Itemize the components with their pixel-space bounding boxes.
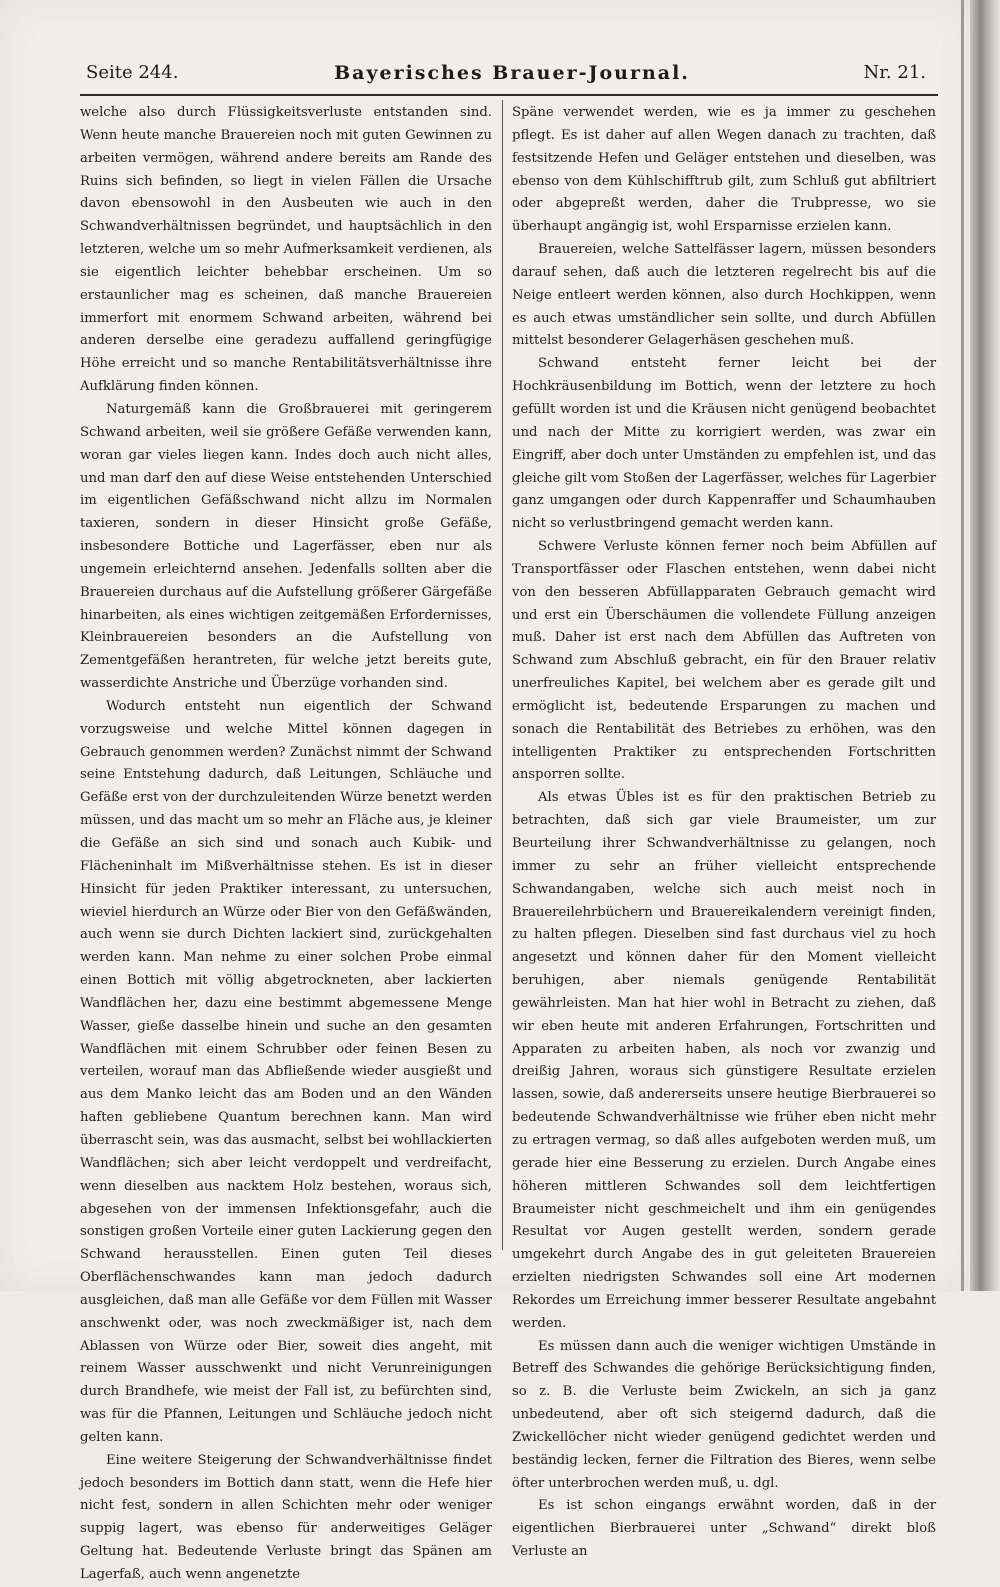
paragraph: welche also durch Flüssigkeitsverluste entstanden sind. Wenn heute manche Brauereien noch mit guten Gewinnen zu arbeiten vermögen, während andere bereits am Rande des Ruins sich befinden, so liegt in vielen Fällen die Ursache davon ebensowohl in den Ausbeuten wie auch in den Schwandverhältnissen begründet, und hauptsächlich in den letzteren, welche um so mehr Aufmerksamkeit verdienen, als sie eigentlich leichter behebbar erscheinen. Um so erstaunlicher mag es scheinen, daß manche Brauereien immerfort mit enormem Schwand arbeiten, während bei anderen derselbe eine geradezu auffallend geringfügige Höhe erreicht und so manche Rentabilitätsverhältnisse ihre Aufklärung finden können. [80,105,492,395]
page-binding-edge [970,0,1000,1291]
paragraph: Brauereien, welche Sattelfässer lagern, müssen besonders darauf sehen, daß auch die letzteren regelrecht bis auf die Neige entleert werden können, also durch Hochkippen, wenn es auch etwas umständlicher sein sollte, und durch Abfüllen mittelst besonderer Gelagerhäsen geschehen muß. [512,242,936,349]
page-header [86,62,938,92]
paragraph: Späne verwendet werden, wie es ja immer zu geschehen pflegt. Es ist daher auf allen Wegen danach zu trachten, daß festsitzende Hefen und Geläger entstehen und dieselben, was ebenso von dem Kühlschifftrub gilt, zum Schluß gut abfiltriert oder abgepreßt werden, daher die Trubpresse, wo sie überhaupt angängig ist, wohl Ersparnisse erzielen kann. [512,105,936,235]
header-rule [80,94,938,96]
paragraph: Als etwas Übles ist es für den praktischen Betrieb zu betrachten, daß sich gar viele Braumeister, um zur Beurteilung ihrer Schwandverhältnisse zu gelangen, noch immer zu sehr an früher vielleicht entsprechende Schwandangaben, welche sich auch meist noch in Brauereilehrbüchern und Brauereikalendern vereinigt finden, zu halten pflegen. Dieselben sind fast durchaus viel zu hoch angesetzt und können daher für den Moment vielleicht beruhigen, aber niemals genügende Rentabilität gewährleisten. Man hat hier wohl in Betracht zu ziehen, daß wir eben heute mit anderen Erfahrungen, Fortschritten und Apparaten zu arbeiten haben, als noch vor zwanzig und dreißig Jahren, woraus sich günstigere Resultate erzielen lassen, sowie, daß andererseits unsere heutige Bierbrauerei so bedeutende Schwandverhältnisse wie früher eben nicht mehr zu ertragen vermag, so daß alles aufgeboten werden muß, um gerade hier eine Besserung zu erzielen. Durch Angabe eines höheren mittleren Schwandes soll dem leichtfertigen Braumeister nicht geschmeichelt und ihm ein genügendes Resultat vor Augen gestellt werden, sondern gerade umgekehrt durch Angabe des in gut geleiteten Brauereien erzielten niedrigsten Schwandes soll eine Art modernen Rekordes um Erreichung immer besserer Resultate angebahnt werden. [512,790,936,1331]
journal-title: Bayerisches Brauer-Journal. [334,62,690,84]
paragraph: Wodurch entsteht nun eigentlich der Schwand vorzugsweise und welche Mittel können dagegen in Gebrauch genommen werden? Zunächst nimmt der Schwand seine Entstehung dadurch, daß Leitungen, Schläuche und Gefäße erst von der durchzuleitenden Würze benetzt werden müssen, und das macht um so mehr an Fläche aus, je kleiner die Gefäße an sich sind und sonach auch Kubik- und Flächeninhalt im Mißverhältnisse stehen. Es ist in dieser Hinsicht für jeden Praktiker interessant, zu untersuchen, wieviel hierdurch an Würze oder Bier von den Gefäßwänden, auch wenn sie durch Dichten lackiert sind, zurückgehalten werden kann. Man nehme zu einer solchen Probe einmal einen Bottich mit völlig abgetrockneten, aber lackierten Wandflächen her, dazu eine bestimmt abgemessene Menge Wasser, gieße dasselbe hinein und suche an den gesamten Wandflächen mit einem Schrubber oder feinen Besen zu verteilen, worauf man das Abfließende wieder ausgießt und aus dem Manko leicht das am Boden und an den Wänden haften gebliebene Quantum berechnen kann. Man wird überrascht sein, was das ausmacht, selbst bei wohllackierten Wandflächen; sich aber leicht verdoppelt und verdreifacht, wenn dieselben aus nacktem Holz bestehen, woraus sich, abgesehen von der immensen Infektionsgefahr, auch die sonstigen großen Vorteile einer guten Lackierung gegen den Schwand herausstellen. Einen guten Teil dieses Oberflächenschwandes kann man jedoch dadurch ausgleichen, daß man alle Gefäße vor dem Füllen mit Wasser anschwenkt oder, was noch zweckmäßiger ist, nach dem Ablassen von Würze oder Bier, soweit dies angeht, mit reinem Wasser ausschwenkt und nicht Verunreinigungen durch Brandhefe, wie meist der Fall ist, zu befürchten sind, was für die Pfannen, Leitungen und Schläuche jedoch nicht gelten kann. [80,698,492,1445]
left-column [80,102,492,1582]
column-divider [502,100,503,1250]
page-binding-line [961,0,964,1291]
paragraph: Naturgemäß kann die Großbrauerei mit geringerem Schwand arbeiten, weil sie größere Gefäße verwenden kann, woran gar vieles liegen kann. Indes doch auch nicht alles, und man darf den auf diese Weise entstehenden Unterschied im eigentlichen Gefäßschwand nicht allzu im Normalen taxieren, sondern in dieser Hinsicht große Gefäße, insbesondere Bottiche und Lagerfässer, eben nur als ungemein erleichternd ansehen. Jedenfalls sollten aber die Brauereien durchaus auf die Aufstellung größerer Gärgefäße hinarbeiten, als eines wichtigen zeitgemäßen Erfordernisses, Kleinbrauereien besonders an die Aufstellung von Zementgefäßen herantreten, für welche jetzt bereits gute, wasserdichte Anstriche und Überzüge vorhanden sind. [80,401,492,692]
page-number: Seite 244. [86,62,179,83]
issue-number: Nr. 21. [863,62,926,83]
paragraph: Schwand entsteht ferner leicht bei der Hochkräusenbildung im Bottich, wenn der letztere zu hoch gefüllt worden ist und die Kräusen nicht genügend beobachtet und nach der Mitte zu korrigiert werden, was zwar ein Eingriff, aber doch unter Umständen zu empfehlen ist, und das gleiche gilt vom Stoßen der Lagerfässer, welches für Lagerbier ganz umgangen oder durch Kappenraffer und Schaumhauben nicht so verlustbringend gemacht werden kann. [512,356,936,532]
paragraph: Es müssen dann auch die weniger wichtigen Umstände in Betreff des Schwandes die gehörige Berücksichtigung finden, so z. B. die Verluste beim Zwickeln, an sich ja ganz unbedeutend, aber oft sich steigernd dadurch, daß die Zwickellöcher nicht wieder genügend gedichtet werden und beständig lecken, ferner die Filtration des Bieres, wenn selbe öfter unterbrochen werden muß, u. dgl. [512,1338,936,1491]
paragraph: Schwere Verluste können ferner noch beim Abfüllen auf Transportfässer oder Flaschen entstehen, wenn dabei nicht von den besseren Abfüllapparaten Gebrauch gemacht wird und erst ein Überschäumen die vollendete Füllung anzeigen muß. Daher ist erst nach dem Abfüllen das Auftreten von Schwand zum Abschluß gebracht, ein für den Brauer relativ unerfreuliches Kapitel, bei welchem aber es gerade gilt und ermöglicht ist, bedeutende Ersparungen zu machen und sonach die Rentabilität des Betriebes zu erhöhen, was den intelligenten Praktiker zu entsprechenden Fortschritten ansporren sollte. [512,539,936,783]
paragraph: Es ist schon eingangs erwähnt worden, daß in der eigentlichen Bierbrauerei unter „Schwand“ direkt bloß Verluste an [512,1498,936,1560]
paragraph: Eine weitere Steigerung der Schwandverhältnisse findet jedoch besonders im Bottich dann statt, wenn die Hefe hier nicht fest, sondern in allen Schichten mehr oder weniger suppig lagert, was ebenso für anderweitiges Geläger Geltung hat. Bedeutende Verluste bringt das Spänen am Lagerfaß, auch wenn angenetzte [80,1452,492,1582]
right-column [512,102,936,1560]
